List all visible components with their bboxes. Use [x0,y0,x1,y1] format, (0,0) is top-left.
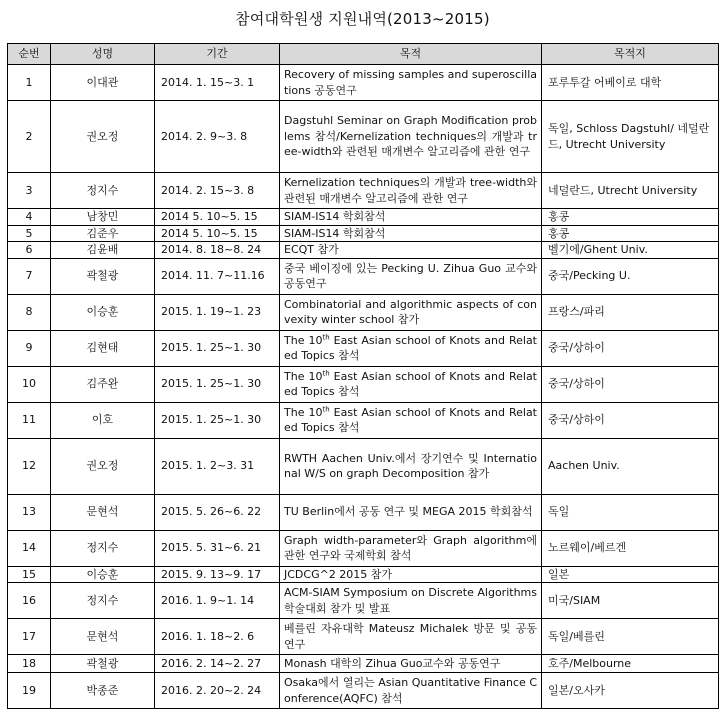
table-row [8,530,719,566]
cell-no: 14 [8,530,51,566]
table-row [8,101,719,173]
cell-purpose: SIAM-IS14 학회참석 [280,209,542,226]
cell-no: 4 [8,209,51,226]
cell-purpose: ECQT 참가 [280,242,542,259]
header-period: 기간 [155,44,280,65]
cell-no: 12 [8,438,51,494]
cell-destination: 프랑스/파리 [542,294,719,330]
cell-purpose: 베를린 자유대학 Mateusz Michalek 방문 및 공동연구 [280,619,542,655]
cell-no: 6 [8,242,51,259]
cell-period: 2014. 11. 7~11.16 [155,258,280,294]
ordinal-suffix: th [322,332,330,341]
cell-purpose [280,366,542,402]
header-destination: 목적지 [542,44,719,65]
cell-name: 김윤배 [51,242,155,259]
table-row [8,173,719,209]
purpose-text: The 10 [284,405,323,419]
cell-name: 문현석 [51,494,155,530]
cell-period: 2015. 1. 25~1. 30 [155,366,280,402]
cell-purpose: Combinatorial and algorithmic aspects of convexity winter school 참가 [280,294,542,330]
table-header-row [8,44,719,65]
cell-period: 2014. 2. 15~3. 8 [155,173,280,209]
cell-no: 8 [8,294,51,330]
cell-no: 19 [8,673,51,709]
cell-purpose: Kernelization techniques의 개발과 tree-width와 관련된 매개변수 알고리즘에 관한 연구 [280,173,542,209]
cell-destination: 중국/Pecking U. [542,258,719,294]
cell-purpose: Graph width-parameter와 Graph algorithm에 관한 연구와 국제학회 참석 [280,530,542,566]
cell-name: 박종준 [51,673,155,709]
table-row [8,494,719,530]
cell-no: 1 [8,65,51,101]
table-row [8,330,719,366]
purpose-text: East Asian school of Knots and Related Topics 참석 [284,405,537,434]
purpose-text: East Asian school of Knots and Related Topics 참석 [284,369,537,398]
ordinal-suffix: th [322,404,330,413]
cell-no: 13 [8,494,51,530]
cell-purpose [280,330,542,366]
cell-purpose: ACM-SIAM Symposium on Discrete Algorithms 학술대회 참가 및 발표 [280,583,542,619]
cell-name: 권오정 [51,101,155,173]
cell-no: 3 [8,173,51,209]
cell-purpose: RWTH Aachen Univ.에서 장기연수 및 International W/S on graph Decomposition 참가 [280,438,542,494]
cell-no: 10 [8,366,51,402]
cell-destination: 홍콩 [542,225,719,242]
cell-period: 2015. 1. 25~1. 30 [155,402,280,438]
cell-destination: 홍콩 [542,209,719,226]
table-row [8,209,719,226]
cell-name: 곽철광 [51,258,155,294]
cell-purpose: Osaka에서 열리는 Asian Quantitative Finance Conference(AQFC) 참석 [280,673,542,709]
cell-no: 9 [8,330,51,366]
purpose-text: The 10 [284,333,323,347]
cell-no: 5 [8,225,51,242]
table-row [8,242,719,259]
cell-destination: 벨기에/Ghent Univ. [542,242,719,259]
table-row [8,438,719,494]
cell-no: 7 [8,258,51,294]
cell-name: 정지수 [51,530,155,566]
cell-period: 2015. 5. 31~6. 21 [155,530,280,566]
cell-purpose: Monash 대학의 Zihua Guo교수와 공동연구 [280,655,542,673]
table-row [8,225,719,242]
cell-name: 이승훈 [51,566,155,583]
cell-period: 2015. 1. 19~1. 23 [155,294,280,330]
cell-purpose: 중국 베이징에 있는 Pecking U. Zihua Guo 교수와 공동연구 [280,258,542,294]
cell-name: 이호 [51,402,155,438]
cell-name: 이대관 [51,65,155,101]
table-row [8,258,719,294]
header-name: 성명 [51,44,155,65]
cell-destination: 네덜란드, Utrecht University [542,173,719,209]
table-row [8,402,719,438]
cell-purpose: TU Berlin에서 공동 연구 및 MEGA 2015 학회참석 [280,494,542,530]
purpose-text: East Asian school of Knots and Related Topics 참석 [284,333,537,362]
cell-destination: 독일 [542,494,719,530]
table-row [8,655,719,673]
cell-destination: 노르웨이/베르겐 [542,530,719,566]
cell-name: 정지수 [51,173,155,209]
cell-purpose: JCDCG^2 2015 참가 [280,566,542,583]
cell-name: 이승훈 [51,294,155,330]
table-row [8,366,719,402]
table-row [8,566,719,583]
cell-destination: 중국/상하이 [542,402,719,438]
cell-purpose: Recovery of missing samples and superoscillations 공동연구 [280,65,542,101]
ordinal-suffix: th [322,368,330,377]
cell-name: 정지수 [51,583,155,619]
cell-period: 2014 5. 10~5. 15 [155,209,280,226]
cell-period: 2015. 1. 2~3. 31 [155,438,280,494]
cell-destination: 포루투갈 어베이로 대학 [542,65,719,101]
cell-period: 2014. 1. 15~3. 1 [155,65,280,101]
cell-period: 2016. 1. 18~2. 6 [155,619,280,655]
cell-destination: 미국/SIAM [542,583,719,619]
cell-no: 2 [8,101,51,173]
cell-name: 김주완 [51,366,155,402]
cell-period: 2014. 8. 18~8. 24 [155,242,280,259]
cell-period: 2014. 2. 9~3. 8 [155,101,280,173]
cell-no: 16 [8,583,51,619]
cell-purpose: Dagstuhl Seminar on Graph Modification problems 참석/Kernelization techniques의 개발과 tree-width와 관련된 매개변수 알고리즘에 관한 연구 [280,101,542,173]
table-row [8,619,719,655]
cell-destination: 중국/상하이 [542,330,719,366]
cell-name: 권오정 [51,438,155,494]
table-row [8,583,719,619]
cell-destination: 독일, Schloss Dagstuhl/ 네덜란드, Utrecht University [542,101,719,173]
support-history-table [7,43,719,709]
cell-purpose: SIAM-IS14 학회참석 [280,225,542,242]
cell-name: 김준우 [51,225,155,242]
cell-destination: 중국/상하이 [542,366,719,402]
cell-no: 18 [8,655,51,673]
cell-period: 2016. 1. 9~1. 14 [155,583,280,619]
cell-purpose [280,402,542,438]
cell-destination: 일본 [542,566,719,583]
cell-no: 15 [8,566,51,583]
cell-name: 남창민 [51,209,155,226]
cell-period: 2016. 2. 20~2. 24 [155,673,280,709]
cell-destination: Aachen Univ. [542,438,719,494]
cell-destination: 독일/베를린 [542,619,719,655]
cell-name: 곽철광 [51,655,155,673]
cell-period: 2016. 2. 14~2. 27 [155,655,280,673]
header-purpose: 목적 [280,44,542,65]
cell-no: 17 [8,619,51,655]
cell-destination: 호주/Melbourne [542,655,719,673]
cell-period: 2015. 5. 26~6. 22 [155,494,280,530]
cell-period: 2015. 9. 13~9. 17 [155,566,280,583]
cell-name: 김현태 [51,330,155,366]
cell-no: 11 [8,402,51,438]
table-row [8,294,719,330]
cell-period: 2015. 1. 25~1. 30 [155,330,280,366]
cell-period: 2014 5. 10~5. 15 [155,225,280,242]
purpose-text: The 10 [284,369,323,383]
table-row [8,673,719,709]
cell-destination: 일본/오사카 [542,673,719,709]
header-no: 순번 [8,44,51,65]
table-row [8,65,719,101]
cell-name: 문현석 [51,619,155,655]
document-title: 참여대학원생 지원내역(2013~2015) [235,10,490,28]
